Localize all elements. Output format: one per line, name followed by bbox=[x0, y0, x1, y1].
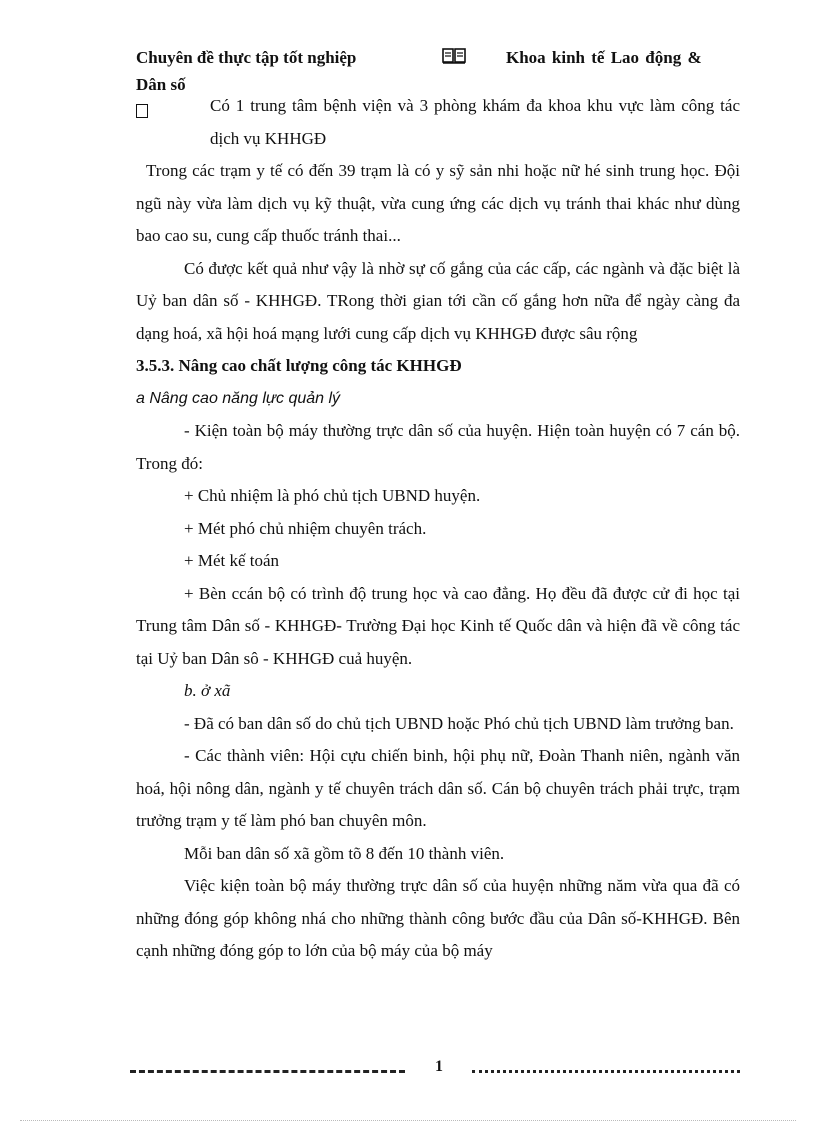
subheading: b. ở xã bbox=[184, 681, 231, 700]
list-item: + Bèn ccán bộ có trình độ trung học và cao đẳng. Họ đều đã được cử đi học tại Trung tâm Dân số - KHHGĐ- Trường Đại học Kinh tế Quốc dân và hiện đã về công tác tại Uỷ ban Dân sô - KHHGĐ cuả huyện. bbox=[136, 583, 740, 668]
bullet-paragraph bbox=[136, 90, 740, 155]
paragraph: - Đã có ban dân số do chủ tịch UBND hoặc Phó chủ tịch UBND làm trưởng ban. bbox=[184, 713, 734, 733]
paragraph: Trong các trạm y tế có đến 39 trạm là có y sỹ sản nhi hoặc nữ hé sinh trung học. Đội ngũ này vừa làm dịch vụ kỹ thuật, vừa cung ứng các dịch vụ tránh thai khác như dùng bao cao su, cung cấp thuốc tránh thai... bbox=[136, 161, 740, 245]
header-right-title: Khoa kinh tế Lao động & bbox=[506, 48, 702, 67]
paragraph: - Các thành viên: Hội cựu chiến binh, hội phụ nữ, Đoàn Thanh niên, ngành văn hoá, hội nông dân, ngành y tế chuyên trách dân số. Cán bộ chuyên trách phải trực, trạm trưởng trạm y tế làm phó ban chuyên môn. bbox=[136, 746, 740, 830]
page-edge-divider bbox=[20, 1120, 796, 1121]
list-item: + Mét phó chủ nhiệm chuyên trách. bbox=[184, 518, 427, 538]
document-body bbox=[136, 90, 740, 968]
square-bullet-icon bbox=[136, 104, 148, 118]
bullet-text: Có 1 trung tâm bệnh viện và 3 phòng khám đa khoa khu vực làm công tác dịch vụ KHHGĐ bbox=[210, 96, 740, 148]
list-item: + Mét kế toán bbox=[184, 551, 280, 570]
footer-left-rule bbox=[130, 1070, 405, 1073]
paragraph: Mỗi ban dân số xã gồm tõ 8 đến 10 thành viên. bbox=[184, 843, 505, 863]
header-left-title: Chuyên đề thực tập tốt nghiệp bbox=[136, 48, 357, 67]
paragraph: - Kiện toàn bộ máy thường trực dân số của huyện. Hiện toàn huyện có 7 cán bộ. Trong đó: bbox=[136, 421, 740, 473]
footer-right-rule bbox=[472, 1070, 740, 1073]
subheading: a Nâng cao năng lực quản lý bbox=[136, 389, 341, 407]
page-footer bbox=[130, 1058, 742, 1082]
page-number: 1 bbox=[435, 1058, 443, 1075]
paragraph: Có được kết quả như vậy là nhờ sự cố gắng của các cấp, các ngành và đặc biệt là Uỷ ban dân số - KHHGĐ. TRong thời gian tới cần cố gắng hơn nữa để ngày càng đa dạng hoá, xã hội hoá mạng lưới cung cấp dịch vụ KHHGĐ được sâu rộng bbox=[136, 258, 740, 343]
section-heading: 3.5.3. Nâng cao chất lượng công tác KHHGĐ bbox=[136, 356, 462, 375]
list-item: + Chủ nhiệm là phó chủ tịch UBND huyện. bbox=[184, 486, 481, 505]
book-icon bbox=[442, 47, 466, 70]
paragraph: Việc kiện toàn bộ máy thường trực dân số của huyện những năm vừa qua đã có những đóng góp không nhá cho những thành công bước đầu của Dân số-KHHGĐ. Bên cạnh những đóng góp to lớn của bộ máy của bộ máy bbox=[136, 876, 740, 960]
header-continuation: Dân số bbox=[136, 75, 186, 94]
